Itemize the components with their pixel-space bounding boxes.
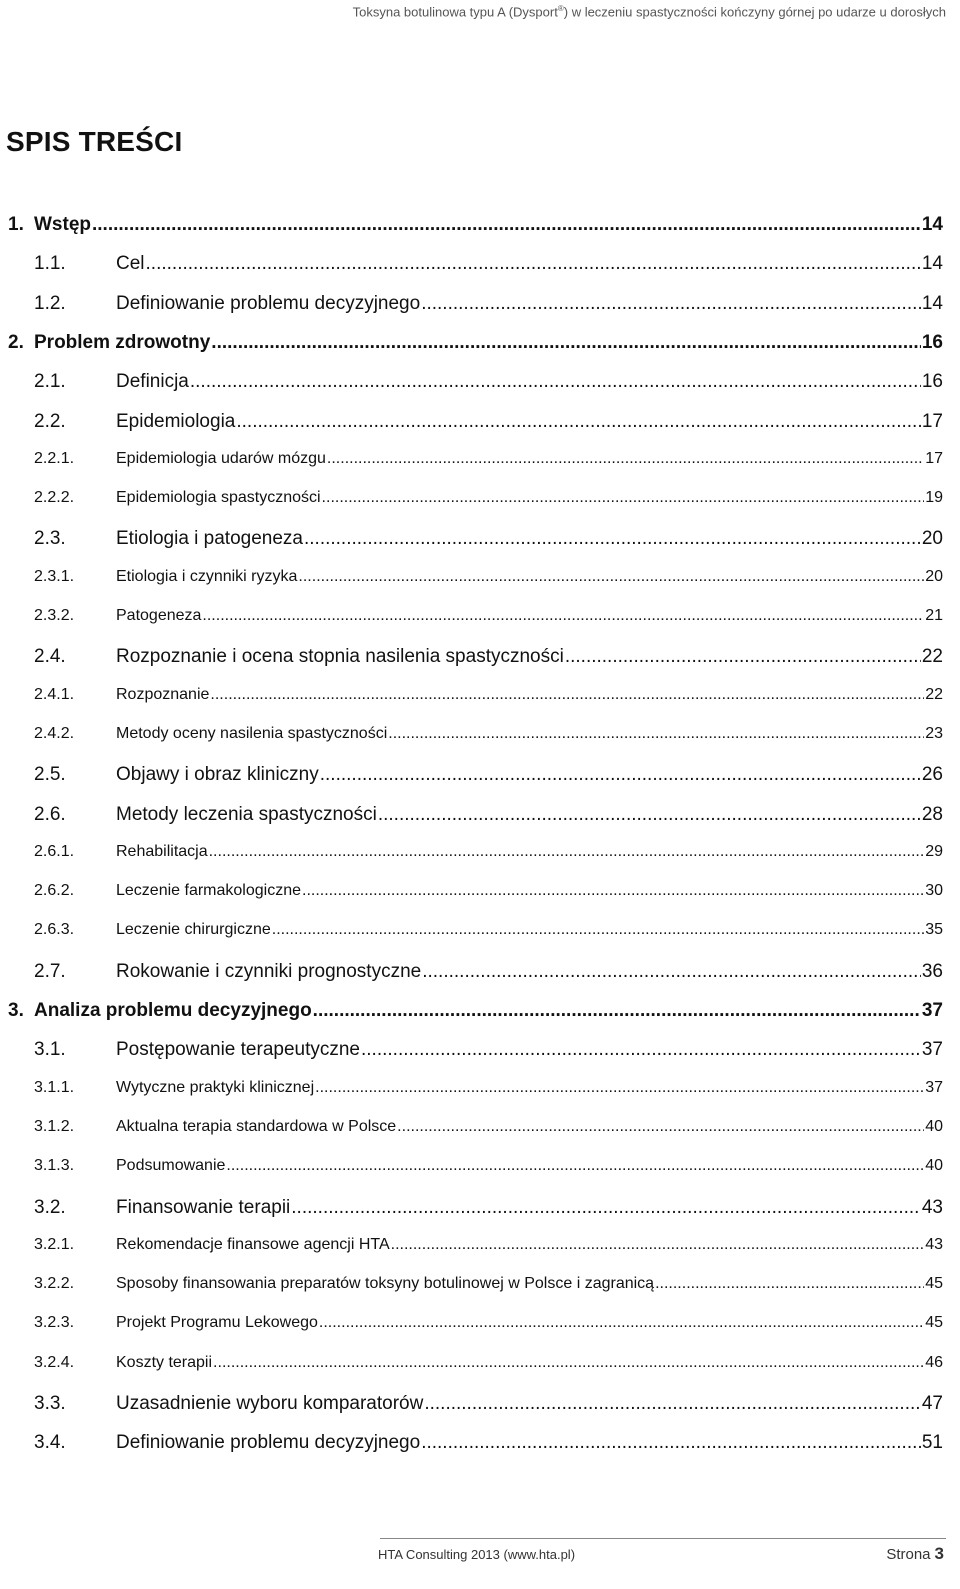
- toc-entry-number: 2.2.1.: [34, 450, 75, 467]
- toc-entry-page: 45: [925, 1275, 943, 1292]
- toc-entry-title: Aktualna terapia standardowa w Polsce: [116, 1118, 397, 1135]
- toc-entry[interactable]: [0, 1275, 960, 1301]
- toc-entry-body: [116, 1236, 943, 1254]
- toc-leader-dots: [236, 411, 921, 433]
- toc-entry-title: Rozpoznanie i ocena stopnia nasilenia spastyczności: [116, 646, 564, 667]
- footer-publisher: HTA Consulting 2013 (www.hta.pl): [378, 1547, 576, 1562]
- toc-entry-page: 23: [925, 725, 943, 742]
- toc-entry-number: 3.2.2.: [34, 1275, 75, 1292]
- toc-entry-title: Metody leczenia spastyczności: [116, 804, 377, 825]
- toc-entry-title: Koszty terapii: [116, 1354, 213, 1371]
- toc-entry-title: Uzasadnienie wyboru komparatorów: [116, 1393, 424, 1414]
- toc-entry-page: 47: [921, 1393, 943, 1414]
- toc-entry-title: Leczenie chirurgiczne: [116, 921, 271, 938]
- toc-entry-page: 29: [925, 843, 943, 860]
- toc-entry-body: [116, 725, 943, 743]
- toc-entry-body: [116, 1432, 943, 1454]
- toc-entry-title: Metody oceny nasilenia spastyczności: [116, 725, 388, 742]
- toc-entry[interactable]: [0, 686, 960, 712]
- toc-entry-body: [34, 214, 943, 236]
- toc-entry-body: [116, 1039, 943, 1061]
- toc-entry[interactable]: [0, 214, 960, 240]
- toc-entry-number: 2.3.2.: [34, 607, 75, 624]
- toc-entry-page: 17: [925, 450, 943, 467]
- toc-entry[interactable]: [0, 1118, 960, 1144]
- toc-entry[interactable]: [0, 528, 960, 554]
- toc-entry-page: 46: [925, 1354, 943, 1371]
- toc-entry-page: 43: [925, 1236, 943, 1253]
- toc-leader-dots: [655, 1275, 924, 1293]
- running-header-title: Toksyna botulinowa typu A (Dysport: [352, 4, 558, 20]
- toc-leader-dots: [424, 1393, 921, 1415]
- toc-entry-page: 20: [921, 528, 943, 549]
- toc-entry-number: 2.3.1.: [34, 568, 75, 585]
- toc-leader-dots: [213, 1354, 924, 1372]
- toc-entry-body: [116, 371, 943, 393]
- toc-entry[interactable]: [0, 1432, 960, 1458]
- toc-entry-body: [116, 1275, 943, 1293]
- toc-entry-body: [34, 332, 943, 354]
- toc-entry[interactable]: [0, 843, 960, 869]
- toc-entry[interactable]: [0, 1393, 960, 1419]
- toc-entry-title: Definicja: [116, 371, 189, 392]
- toc-leader-dots: [361, 1039, 921, 1061]
- toc-entry-body: [116, 1393, 943, 1415]
- toc-entry-body: [116, 882, 943, 900]
- toc-entry-title: Definiowanie problemu decyzyjnego: [116, 293, 421, 314]
- toc-entry-body: [116, 450, 943, 468]
- toc-entry-number: 2.2.: [34, 411, 66, 432]
- toc-entry-body: [116, 1157, 943, 1175]
- toc-entry-body: [116, 1314, 943, 1332]
- toc-entry-page: 14: [921, 293, 943, 314]
- toc-entry-title: Etiologia i patogeneza: [116, 528, 303, 549]
- toc-entry-number: 2.: [8, 332, 24, 353]
- toc-entry-title: Rehabilitacja: [116, 843, 208, 860]
- toc-entry-number: 2.6.3.: [34, 921, 75, 938]
- toc-entry[interactable]: [0, 371, 960, 397]
- toc-entry-body: [116, 1079, 943, 1097]
- toc-entry-page: 19: [925, 489, 943, 506]
- toc-entry[interactable]: [0, 293, 960, 319]
- toc-entry[interactable]: [0, 607, 960, 633]
- toc-leader-dots: [92, 214, 921, 236]
- toc-entry[interactable]: [0, 489, 960, 515]
- toc-entry-number: 2.4.: [34, 646, 66, 667]
- toc-entry-title: Etiologia i czynniki ryzyka: [116, 568, 298, 585]
- toc-leader-dots: [327, 450, 924, 468]
- toc-entry-page: 35: [925, 921, 943, 938]
- toc-leader-dots: [320, 764, 921, 786]
- toc-entry-title: Sposoby finansowania preparatów toksyny botulinowej w Polsce i zagranicą: [116, 1275, 655, 1292]
- toc-entry-title: Postępowanie terapeutyczne: [116, 1039, 360, 1060]
- registered-mark: ®: [557, 4, 564, 13]
- toc-entry-page: 30: [925, 882, 943, 899]
- toc-entry-body: [116, 411, 943, 433]
- toc-entry-title: Objawy i obraz kliniczny: [116, 764, 319, 785]
- toc-entry-body: [116, 843, 943, 861]
- toc-leader-dots: [313, 1000, 921, 1022]
- toc-entry[interactable]: [0, 1354, 960, 1380]
- toc-leader-dots: [315, 1079, 924, 1097]
- toc-entry-page: 36: [921, 961, 943, 982]
- toc-entry[interactable]: [0, 804, 960, 830]
- toc-entry-body: [116, 1354, 943, 1372]
- toc-entry[interactable]: [0, 882, 960, 908]
- toc-entry-title: Podsumowanie: [116, 1157, 226, 1174]
- toc-entry-number: 2.6.: [34, 804, 66, 825]
- toc-entry-page: 37: [921, 1039, 943, 1060]
- toc-entry[interactable]: [0, 568, 960, 594]
- toc-leader-dots: [211, 332, 921, 354]
- toc-leader-dots: [209, 843, 925, 861]
- toc-leader-dots: [291, 1197, 921, 1219]
- toc-entry-number: 2.1.: [34, 371, 66, 392]
- toc-entry[interactable]: [0, 332, 960, 358]
- toc-entry-number: 2.2.2.: [34, 489, 75, 506]
- toc-entry-title: Finansowanie terapii: [116, 1197, 291, 1218]
- toc-entry-page: 43: [921, 1197, 943, 1218]
- toc-entry-title: Rekomendacje finansowe agencji HTA: [116, 1236, 390, 1253]
- toc-entry-title: Cel: [116, 253, 145, 274]
- toc-entry[interactable]: [0, 1157, 960, 1183]
- toc-entry-page: 20: [925, 568, 943, 585]
- toc-entry-title: Rozpoznanie: [116, 686, 210, 703]
- toc-entry-page: 17: [921, 411, 943, 432]
- toc-entry-body: [116, 921, 943, 939]
- toc-leader-dots: [190, 371, 921, 393]
- toc-entry-number: 2.3.: [34, 528, 66, 549]
- footer-page-indicator: [886, 1544, 944, 1564]
- toc-entry-number: 3.: [8, 1000, 24, 1021]
- toc-leader-dots: [421, 1432, 921, 1454]
- toc-leader-dots: [388, 725, 924, 743]
- toc-entry[interactable]: [0, 961, 960, 987]
- toc-entry-number: 3.2.4.: [34, 1354, 75, 1371]
- toc-entry-body: [116, 253, 943, 275]
- toc-entry-number: 3.4.: [34, 1432, 66, 1453]
- toc-entry-number: 3.3.: [34, 1393, 66, 1414]
- toc-leader-dots: [391, 1236, 925, 1254]
- toc-entry[interactable]: [0, 1079, 960, 1105]
- toc-entry-number: 3.1.2.: [34, 1118, 75, 1135]
- toc-entry[interactable]: [0, 1000, 960, 1026]
- toc-entry[interactable]: [0, 411, 960, 437]
- toc-entry-body: [116, 961, 943, 983]
- toc-leader-dots: [322, 489, 925, 507]
- toc-entry-body: [116, 1197, 943, 1219]
- toc-entry-number: 3.1.3.: [34, 1157, 75, 1174]
- toc-entry-page: 45: [925, 1314, 943, 1331]
- toc-entry-body: [116, 764, 943, 786]
- toc-leader-dots: [304, 528, 921, 550]
- toc-entry-body: [116, 646, 943, 668]
- toc-entry-number: 1.1.: [34, 253, 66, 274]
- toc-entry[interactable]: [0, 921, 960, 947]
- toc-leader-dots: [378, 804, 921, 826]
- toc-entry-page: 16: [921, 371, 943, 392]
- toc-entry-page: 40: [925, 1157, 943, 1174]
- toc-entry[interactable]: [0, 450, 960, 476]
- toc-leader-dots: [422, 961, 921, 983]
- toc-entry-number: 3.1.1.: [34, 1079, 75, 1096]
- toc-entry[interactable]: [0, 725, 960, 751]
- toc-entry-title: Patogeneza: [116, 607, 202, 624]
- running-header: [353, 4, 946, 19]
- toc-entry-title: Epidemiologia: [116, 411, 236, 432]
- toc-entry-number: 3.1.: [34, 1039, 66, 1060]
- toc-entry[interactable]: [0, 1314, 960, 1340]
- toc-entry-page: 40: [925, 1118, 943, 1135]
- toc-entry-page: 51: [921, 1432, 943, 1453]
- toc-entry-body: [116, 686, 943, 704]
- footer-page-number: 3: [934, 1544, 944, 1563]
- toc-leader-dots: [565, 646, 921, 668]
- toc-entry-number: 3.2.: [34, 1197, 66, 1218]
- toc-entry-body: [34, 1000, 943, 1022]
- toc-entry-number: 1.2.: [34, 293, 66, 314]
- toc-leader-dots: [146, 253, 921, 275]
- toc-entry-page: 37: [921, 1000, 943, 1021]
- toc-leader-dots: [226, 1157, 924, 1175]
- toc-entry-number: 2.5.: [34, 764, 66, 785]
- toc-entry[interactable]: [0, 1039, 960, 1065]
- toc-entry-page: 26: [921, 764, 943, 785]
- toc-entry[interactable]: [0, 646, 960, 672]
- toc-entry-body: [116, 528, 943, 550]
- toc-entry-title: Epidemiologia spastyczności: [116, 489, 321, 506]
- toc-entry-title: Wytyczne praktyki klinicznej: [116, 1079, 315, 1096]
- footer-divider: [380, 1538, 946, 1539]
- toc-entry-number: 2.4.1.: [34, 686, 75, 703]
- toc-leader-dots: [421, 293, 921, 315]
- toc-entry-title: Wstęp: [34, 214, 91, 235]
- toc-entry-title: Analiza problemu decyzyjnego: [34, 1000, 312, 1021]
- toc-entry-title: Definiowanie problemu decyzyjnego: [116, 1432, 421, 1453]
- toc-entry-number: 3.2.1.: [34, 1236, 75, 1253]
- toc-entry-page: 22: [921, 646, 943, 667]
- toc-leader-dots: [319, 1314, 924, 1332]
- toc-entry-page: 14: [921, 214, 943, 235]
- toc-entry-title: Leczenie farmakologiczne: [116, 882, 301, 899]
- toc-entry[interactable]: [0, 1236, 960, 1262]
- toc-entry-body: [116, 293, 943, 315]
- toc-entry-body: [116, 804, 943, 826]
- toc-entry-page: 21: [925, 607, 943, 624]
- toc-entry-title: Epidemiologia udarów mózgu: [116, 450, 326, 467]
- toc-entry-body: [116, 1118, 943, 1136]
- toc-entry-number: 2.6.1.: [34, 843, 75, 860]
- toc-leader-dots: [202, 607, 924, 625]
- toc-entry-body: [116, 607, 943, 625]
- toc-leader-dots: [210, 686, 924, 704]
- toc-leader-dots: [397, 1118, 924, 1136]
- toc-entry-page: 37: [925, 1079, 943, 1096]
- toc-entry[interactable]: [0, 764, 960, 790]
- toc-entry-number: 1.: [8, 214, 24, 235]
- toc-entry-number: 2.4.2.: [34, 725, 75, 742]
- toc-entry-title: Problem zdrowotny: [34, 332, 211, 353]
- toc-entry-page: 28: [921, 804, 943, 825]
- toc-entry-title: Projekt Programu Lekowego: [116, 1314, 318, 1331]
- toc-leader-dots: [298, 568, 924, 586]
- toc-entry-page: 22: [925, 686, 943, 703]
- toc-entry-body: [116, 489, 943, 507]
- toc-entry-page: 14: [921, 253, 943, 274]
- toc-entry[interactable]: [0, 253, 960, 279]
- toc-entry-body: [116, 568, 943, 586]
- toc-entry-page: 16: [921, 332, 943, 353]
- toc-entry-number: 2.7.: [34, 961, 66, 982]
- page-title: SPIS TREŚCI: [6, 126, 183, 157]
- toc-leader-dots: [302, 882, 924, 900]
- toc-entry-number: 2.6.2.: [34, 882, 75, 899]
- toc-entry[interactable]: [0, 1197, 960, 1223]
- footer-page-label: Strona: [886, 1546, 931, 1563]
- toc-entry-title: Rokowanie i czynniki prognostyczne: [116, 961, 422, 982]
- running-header-title-rest: ) w leczeniu spastyczności kończyny górnej po udarze u dorosłych: [563, 4, 946, 20]
- toc-entry-number: 3.2.3.: [34, 1314, 75, 1331]
- toc-leader-dots: [272, 921, 924, 939]
